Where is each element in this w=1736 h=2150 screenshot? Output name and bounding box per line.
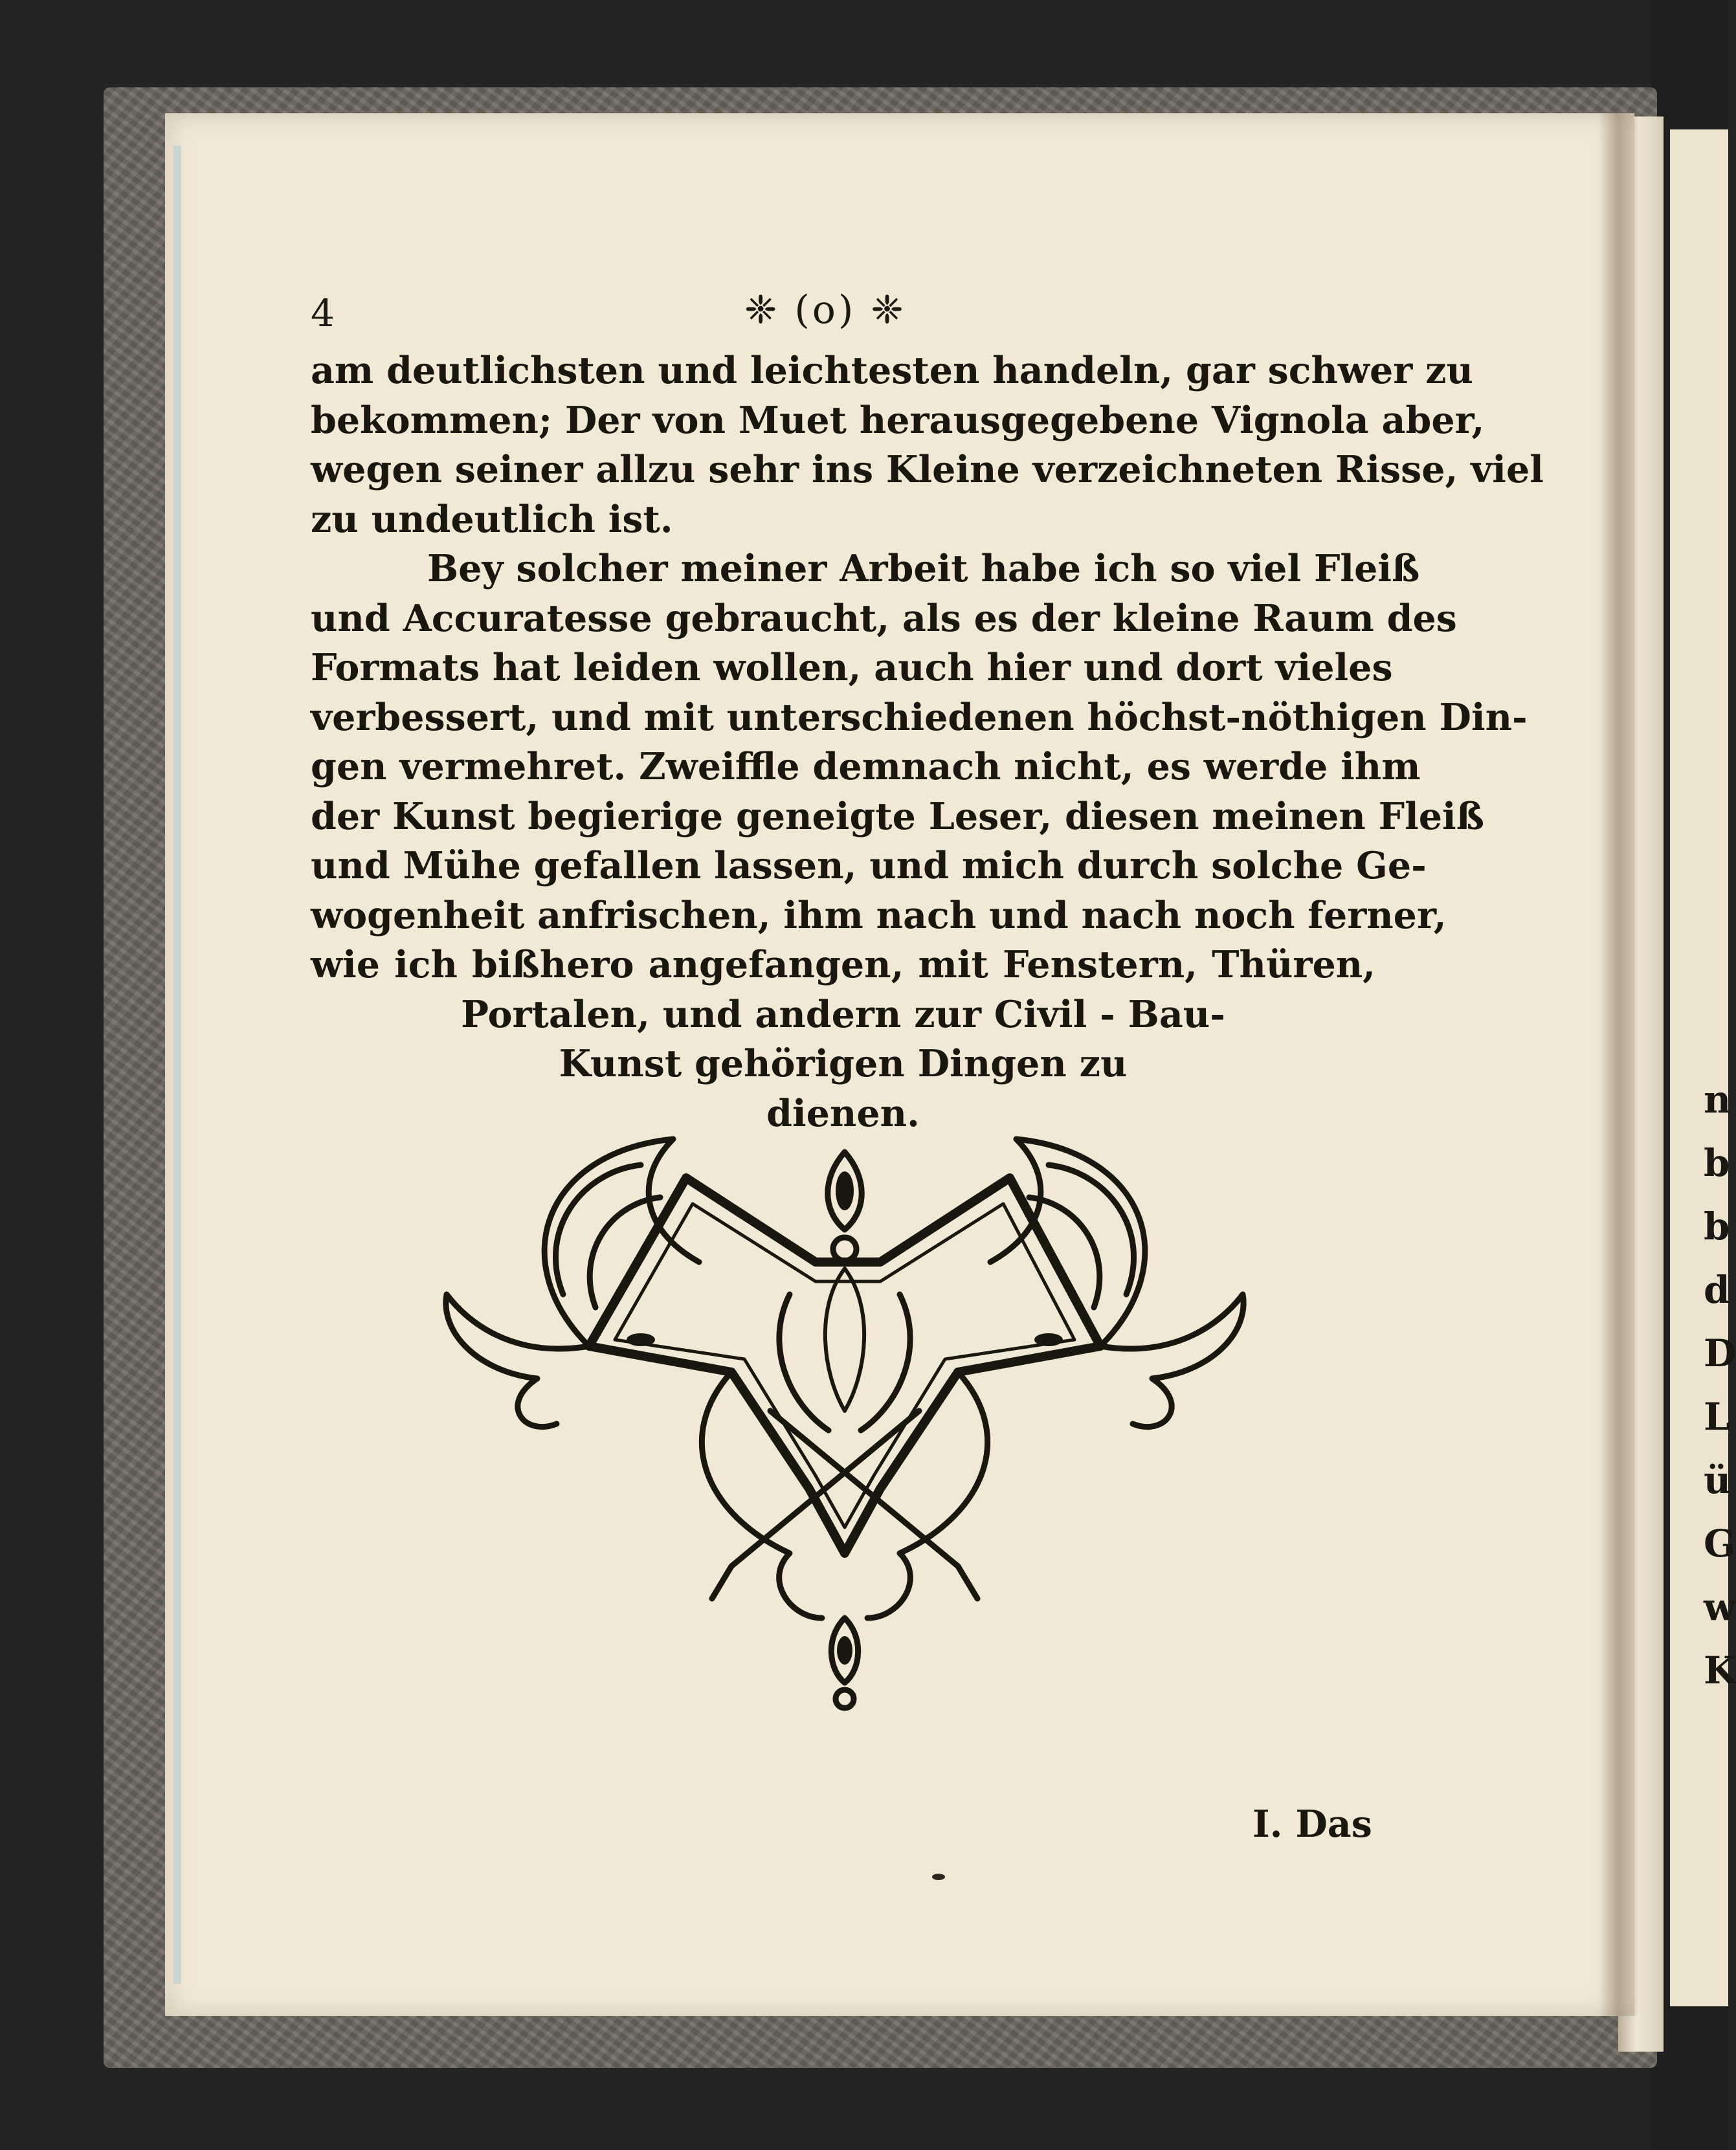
facing-letter: w bbox=[1704, 1585, 1736, 1629]
facing-letter: n bbox=[1704, 1078, 1731, 1122]
text-line: wegen seiner allzu sehr ins Kleine verzeichneten Risse, viel bbox=[311, 448, 1544, 491]
text-line: wogenheit anfrischen, ihm nach und nach noch ferner, bbox=[311, 893, 1447, 937]
facing-letter: b bbox=[1704, 1204, 1730, 1248]
text-line: und Mühe gefallen lassen, und mich durch solche Ge- bbox=[311, 844, 1427, 887]
facing-letter: ü bbox=[1704, 1458, 1731, 1502]
text-line: wie ich bißhero angefangen, mit Fenstern, Thüren, bbox=[311, 943, 1375, 986]
centered-line: Portalen, und andern zur Civil - Bau- bbox=[461, 992, 1225, 1036]
text-line: Formats hat leiden wollen, auch hier und dort vieles bbox=[311, 646, 1393, 689]
text-line: der Kunst begierige geneigte Leser, diesen meinen Fleiß bbox=[311, 794, 1485, 838]
text-line: verbessert, und mit unterschiedenen höchst-nöthigen Din- bbox=[311, 695, 1528, 739]
catchword: I. Das bbox=[1252, 1802, 1372, 1846]
facing-letter: L bbox=[1704, 1395, 1730, 1439]
text-line: zu undeutlich ist. bbox=[311, 497, 673, 541]
gutter-shadow bbox=[1599, 113, 1638, 2016]
running-head-ornament: ❈ (o) ❈ bbox=[744, 287, 906, 333]
facing-letter: b bbox=[1704, 1141, 1730, 1185]
facing-letter: d bbox=[1704, 1268, 1730, 1312]
text-line: gen vermehret. Zweiffle demnach nicht, es werde ihm bbox=[311, 745, 1421, 788]
text-line: Bey solcher meiner Arbeit habe ich so viel Fleiß bbox=[427, 547, 1420, 590]
text-line: am deutlichsten und leichtesten handeln, gar schwer zu bbox=[311, 349, 1473, 392]
page-body-text bbox=[311, 346, 1544, 1138]
ink-dot bbox=[932, 1874, 945, 1880]
text-line: und Accuratesse gebraucht, als es der kleine Raum des bbox=[311, 596, 1457, 640]
foliate-cartouche-ornament-icon bbox=[427, 1100, 1262, 1715]
page-stack-edge bbox=[173, 146, 181, 1984]
centered-line: dienen. bbox=[766, 1091, 920, 1135]
running-head bbox=[311, 287, 1379, 343]
text-line: bekommen; Der von Muet herausgegebene Vignola aber, bbox=[311, 398, 1485, 442]
facing-letter: D bbox=[1704, 1331, 1736, 1375]
facing-page-letters bbox=[1704, 1068, 1736, 1702]
centered-line: Kunst gehörigen Dingen zu bbox=[559, 1042, 1128, 1085]
page-number: 4 bbox=[311, 291, 335, 335]
facing-letter: K bbox=[1704, 1648, 1736, 1692]
facing-letter: G bbox=[1704, 1522, 1736, 1566]
